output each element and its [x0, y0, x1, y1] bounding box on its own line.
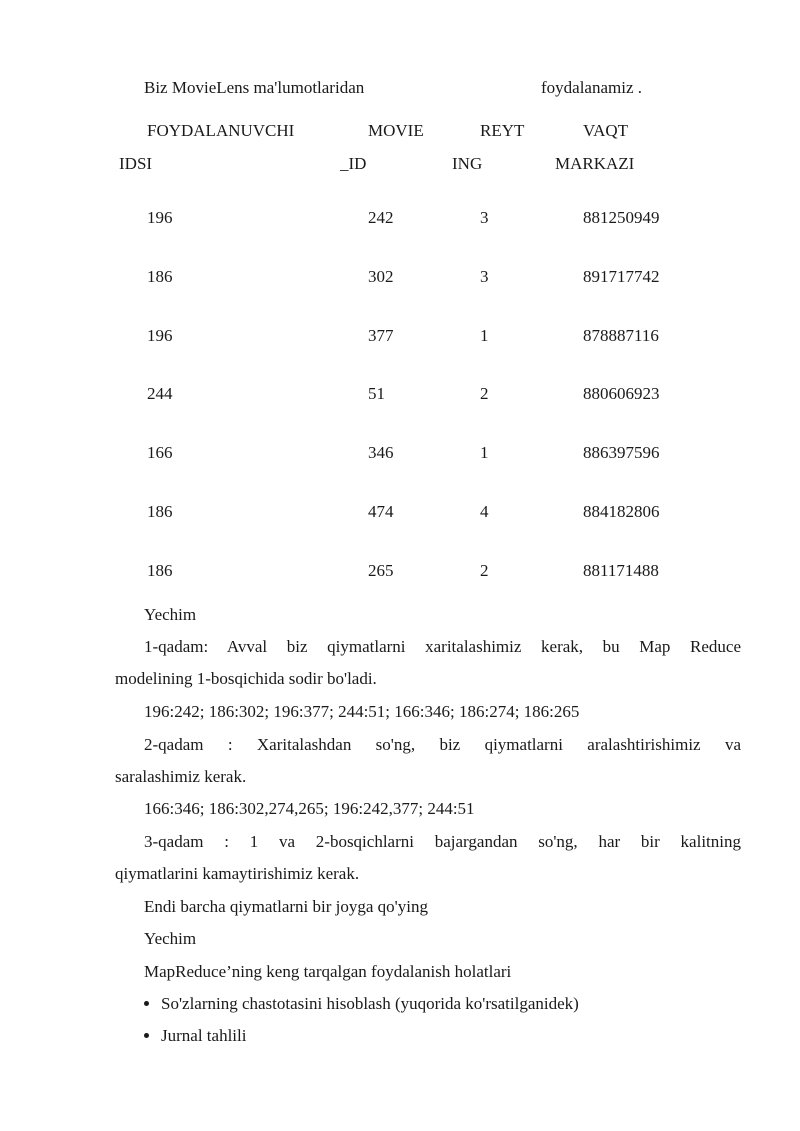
table-header-user-id-cont: IDSI: [119, 154, 153, 173]
cell-rating: 1: [480, 443, 489, 462]
step-1-line-2: modelining 1-bosqichida sodir bo'ladi.: [115, 669, 377, 688]
cell-movie-id: 242: [368, 208, 394, 227]
cell-movie-id: 302: [368, 267, 394, 286]
list-item-text: Jurnal tahlili: [161, 1026, 247, 1045]
table-header-movie-id-cont: _ID: [340, 154, 367, 173]
cell-movie-id: 377: [368, 326, 394, 345]
cell-rating: 1: [480, 326, 489, 345]
shuffle-values: 166:346; 186:302,274,265; 196:242,377; 244:51: [144, 799, 475, 818]
cell-user-id: 186: [147, 502, 173, 521]
cell-user-id: 166: [147, 443, 173, 462]
cell-timestamp: 891717742: [583, 267, 660, 286]
cell-movie-id: 51: [368, 384, 385, 403]
cell-timestamp: 881171488: [583, 561, 659, 580]
table-header-movie-id: MOVIE: [368, 121, 424, 140]
intro-text: Biz MovieLens ma'lumotlaridan: [144, 78, 365, 97]
table-header-timestamp: VAQT: [583, 121, 629, 140]
cell-rating: 3: [480, 267, 489, 286]
bullet-icon: [144, 1033, 149, 1038]
table-header-timestamp-cont: MARKAZI: [555, 154, 635, 173]
cell-timestamp: 878887116: [583, 326, 659, 345]
cell-user-id: 196: [147, 208, 173, 227]
map-values: 196:242; 186:302; 196:377; 244:51; 166:346; 186:274; 186:265: [144, 702, 580, 721]
cell-timestamp: 881250949: [583, 208, 660, 227]
cell-movie-id: 265: [368, 561, 394, 580]
solution-heading-2: Yechim: [144, 929, 197, 948]
cell-timestamp: 880606923: [583, 384, 660, 403]
cell-movie-id: 346: [368, 443, 394, 462]
cell-rating: 3: [480, 208, 489, 227]
step-2-paragraph: [115, 729, 741, 793]
intro-text-continued: foydalanamiz .: [541, 78, 643, 97]
list-item: [144, 1027, 246, 1044]
cell-user-id: 186: [147, 561, 173, 580]
table-header-rating: REYT: [480, 121, 525, 140]
table-header-rating-cont: ING: [452, 154, 483, 173]
step-1-line-1: 1-qadam: Avval biz qiymatlarni xaritalashimiz kerak, bu Map Reduce: [144, 637, 741, 656]
step-3-paragraph: [115, 826, 741, 890]
cell-user-id: 196: [147, 326, 173, 345]
step-1-paragraph: [115, 631, 741, 695]
cell-timestamp: 886397596: [583, 443, 660, 462]
table-header-user-id: FOYDALANUVCHI: [147, 121, 295, 140]
cell-user-id: 186: [147, 267, 173, 286]
step-3-line-1: 3-qadam : 1 va 2-bosqichlarni bajargandan so'ng, har bir kalitning: [144, 832, 741, 851]
step-2-line-1: 2-qadam : Xaritalashdan so'ng, biz qiymatlarni aralashtirishimiz va: [144, 735, 741, 754]
cell-rating: 4: [480, 502, 489, 521]
bullet-icon: [144, 1001, 149, 1006]
cell-rating: 2: [480, 561, 489, 580]
cell-user-id: 244: [147, 384, 173, 403]
cell-rating: 2: [480, 384, 489, 403]
solution-heading: Yechim: [144, 605, 197, 624]
usecases-title: MapReduce’ning keng tarqalgan foydalanish holatlari: [144, 962, 512, 981]
cell-timestamp: 884182806: [583, 502, 660, 521]
step-3-line-2: qiymatlarini kamaytirishimiz kerak.: [115, 864, 360, 883]
step-2-line-2: saralashimiz kerak.: [115, 767, 247, 786]
cell-movie-id: 474: [368, 502, 394, 521]
list-item: [144, 995, 579, 1012]
combine-text: Endi barcha qiymatlarni bir joyga qo'ying: [144, 897, 428, 916]
list-item-text: So'zlarning chastotasini hisoblash (yuqorida ko'rsatilganidek): [161, 994, 579, 1013]
